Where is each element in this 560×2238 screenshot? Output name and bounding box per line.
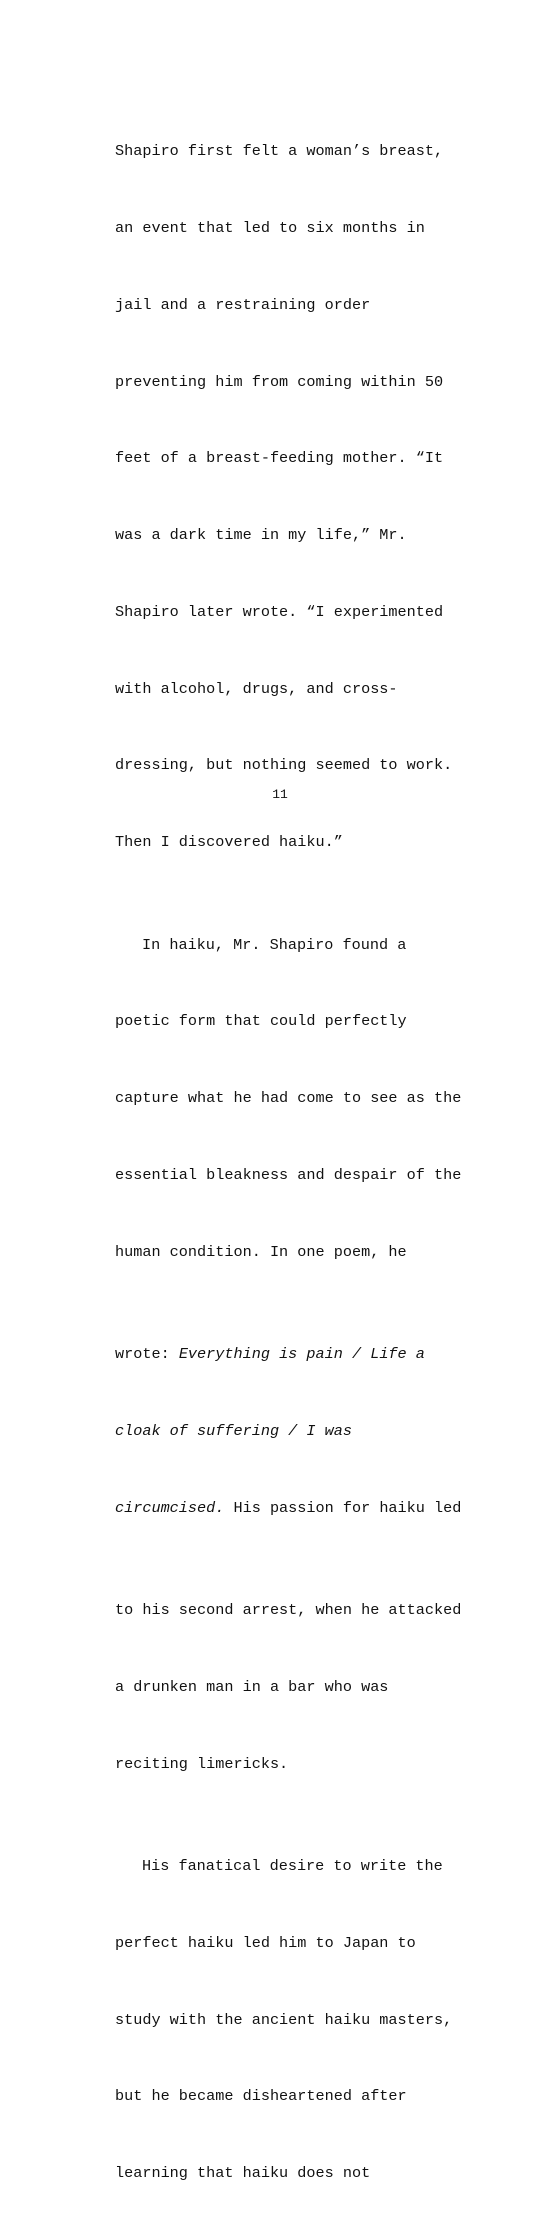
text-line: learning that haiku does not xyxy=(115,2164,371,2183)
text-line: perfect haiku led him to Japan to xyxy=(115,1933,416,1952)
text-line-with-italic xyxy=(115,1496,485,1522)
text-line: Shapiro later wrote. “I experimented xyxy=(115,602,444,621)
text-line: study with the ancient haiku masters, xyxy=(115,2010,453,2029)
text-line: dressing, but nothing seemed to work. xyxy=(115,756,453,775)
italic-poem-fragment: Everything is pain / Life a xyxy=(178,1345,425,1364)
text-line: jail and a restraining order xyxy=(115,295,371,314)
text-line: Then I discovered haiku.” xyxy=(115,833,343,852)
text-line: essential bleakness and despair of the xyxy=(115,1165,462,1184)
text-line: poetic form that could perfectly xyxy=(115,1012,407,1031)
normal-fragment: His passion for haiku led xyxy=(224,1498,462,1517)
paragraph-start-line: His fanatical desire to write the xyxy=(142,1856,443,1875)
text-line: an event that led to six months in xyxy=(115,218,425,237)
text-line: a drunken man in a bar who was xyxy=(115,1677,389,1696)
text-line: capture what he had come to see as the xyxy=(115,1089,462,1108)
text-line: was a dark time in my life,” Mr. xyxy=(115,526,407,545)
text-line: feet of a breast-feeding mother. “It xyxy=(115,449,444,468)
paragraph-start-line: In haiku, Mr. Shapiro found a xyxy=(142,935,407,954)
italic-poem-fragment: cloak of suffering / I was xyxy=(115,1421,352,1440)
text-line: but he became disheartened after xyxy=(115,2087,407,2106)
text-line: with alcohol, drugs, and cross- xyxy=(115,679,398,698)
text-line: Shapiro first felt a woman’s breast, xyxy=(115,142,444,161)
text-line-with-italic xyxy=(115,1419,485,1445)
text-line: to his second arrest, when he attacked xyxy=(115,1601,462,1620)
italic-poem-fragment: circumcised. xyxy=(115,1498,225,1517)
text-line: preventing him from coming within 50 xyxy=(115,372,444,391)
text-line-with-italic xyxy=(115,1342,485,1368)
page-number: 11 xyxy=(272,787,288,802)
text-line: reciting limericks. xyxy=(115,1754,289,1773)
normal-fragment: wrote: xyxy=(115,1345,179,1364)
body-text xyxy=(115,88,485,2238)
text-line: human condition. In one poem, he xyxy=(115,1242,407,1261)
